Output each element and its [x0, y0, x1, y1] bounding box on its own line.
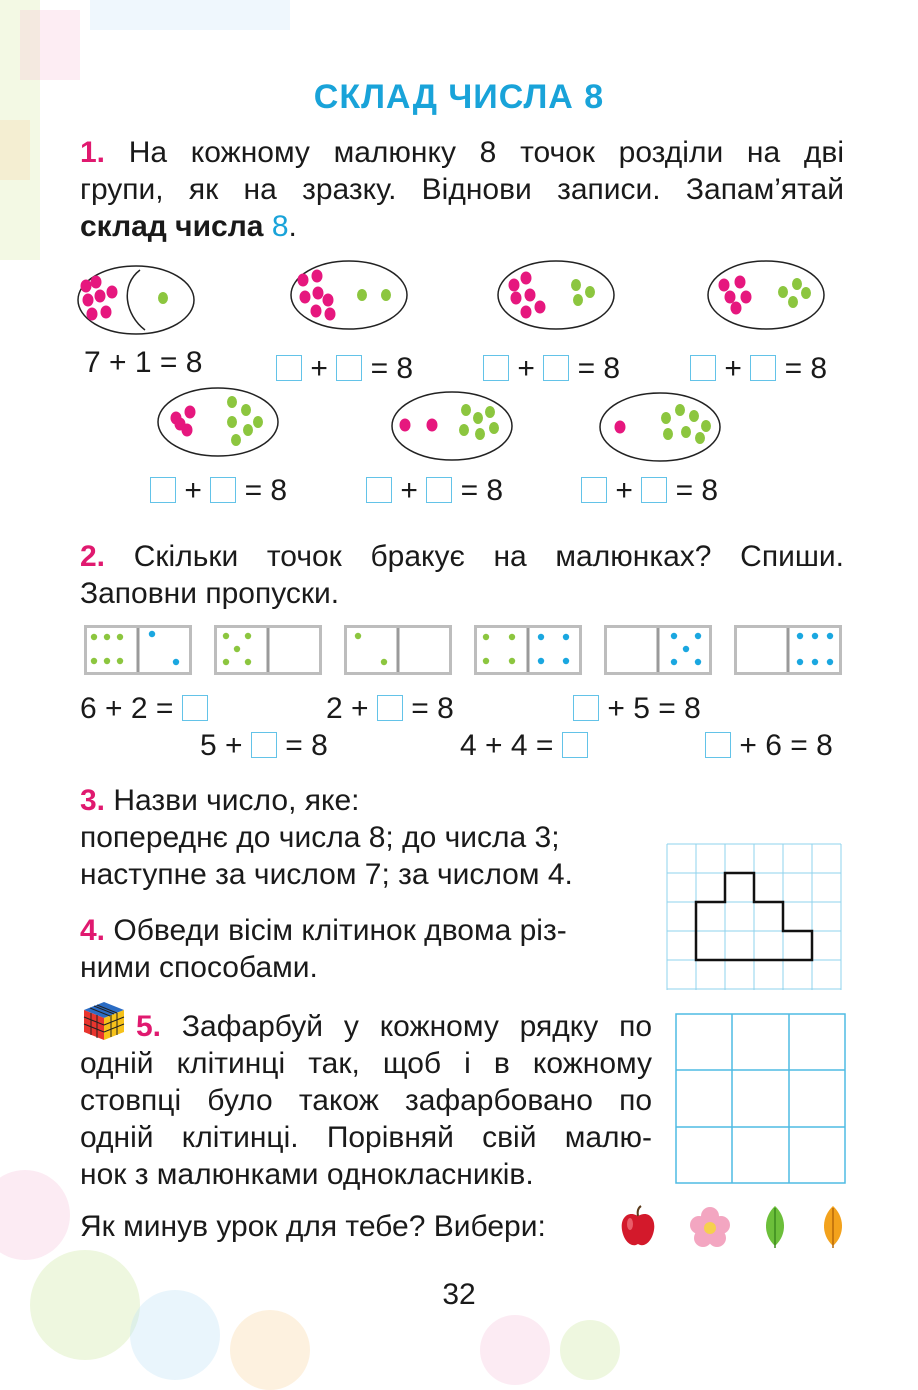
task2-line2: Заповни пропуски.: [80, 577, 340, 610]
task2-equation-5: 4 + 4 =: [460, 729, 588, 763]
task5-line5: нок з малюнками однокласників.: [80, 1158, 534, 1191]
green-leaf-icon[interactable]: [760, 1204, 790, 1250]
example-equation: 7 + 1 = 8: [84, 346, 203, 379]
task2-equation-2: 2 + = 8: [326, 692, 454, 725]
lesson-question: Як минув урок для тебе? Вибери:: [80, 1210, 546, 1243]
task3-line2: попереднє до числа 8; до числа 3;: [80, 821, 560, 854]
flower-icon[interactable]: [688, 1206, 732, 1250]
task5-line1: 5. Зафарбуй у кожному рядку по: [136, 1010, 652, 1043]
equation-6: + = 8: [366, 474, 503, 508]
task4-line2: ними способами.: [80, 951, 318, 984]
task5-number: 5.: [136, 1010, 162, 1043]
page-title: СКЛАД ЧИСЛА 8: [313, 78, 605, 116]
equation-4: + = 8: [690, 352, 827, 386]
equation-2: + = 8: [276, 352, 413, 386]
task3-line3: наступне за числом 7; за числом 4.: [80, 858, 573, 891]
task2-number: 2.: [80, 540, 106, 573]
task2-equation-4: 5 + = 8: [200, 729, 328, 762]
task4-line1: 4. Обведи вісім клітинок двома різ-: [80, 914, 567, 947]
task2-equation-6: + 6 = 8: [705, 729, 833, 763]
task5-line4: одній клітинці. Порівняй свій малю-: [80, 1121, 652, 1154]
task1-line2: групи, як на зразку. Віднови записи. Запам’ятай: [80, 173, 844, 206]
orange-leaf-icon[interactable]: [818, 1204, 848, 1250]
task4-number: 4.: [80, 914, 106, 947]
task5-line2: одній клітинці так, щоб і в кожному: [80, 1047, 652, 1080]
equation-3: + = 8: [483, 352, 620, 386]
equation-5: + = 8: [150, 474, 287, 508]
page-number: 32: [442, 1278, 476, 1311]
equation-7: + = 8: [581, 474, 718, 508]
task3-line1: 3. Назви число, яке:: [80, 784, 360, 817]
task2-line1: 2. Скільки точок бракує на малюнках? Спиши.: [80, 540, 844, 573]
task1-line3: склад числа 8.: [80, 210, 297, 243]
task2-equation-3: + 5 = 8: [573, 692, 701, 726]
task1-line1: 1. На кожному малюнку 8 точок розділи на дві: [80, 136, 844, 169]
task3-number: 3.: [80, 784, 106, 817]
task5-line3: стовпці було також зафарбовано по: [80, 1084, 652, 1117]
task1-number: 1.: [80, 136, 106, 169]
task2-equation-1: 6 + 2 =: [80, 692, 208, 726]
apple-icon[interactable]: [618, 1206, 658, 1250]
